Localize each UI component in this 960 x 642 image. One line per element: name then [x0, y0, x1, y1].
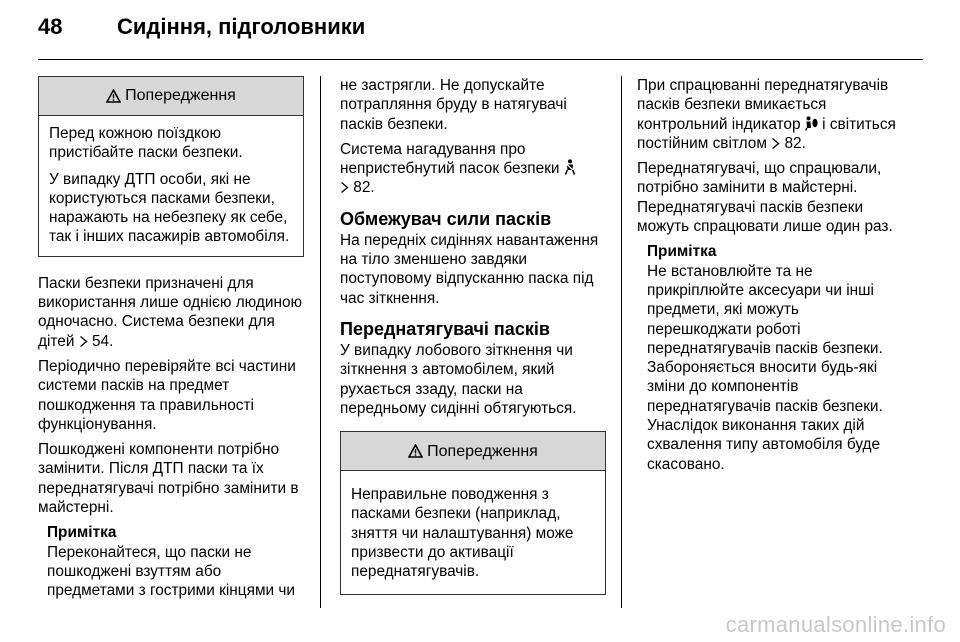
page-title: Сидіння, підголовники: [117, 14, 366, 39]
middle-column: [340, 76, 606, 595]
left-column: [38, 76, 304, 607]
warning-header: [39, 77, 303, 116]
paragraph: Періодично перевіряйте всі частини системи пасків на предмет пошкодження та правильності функціонування.: [38, 357, 296, 433]
page-reference: 54.: [92, 332, 114, 350]
page-reference-arrow-icon: [79, 335, 88, 348]
warning-title: Попередження: [427, 442, 538, 460]
warning-text: Неправильне поводження з пасками безпеки (наприклад, зняття чи налаштування) може призвести до активації переднатягувачів.: [351, 486, 574, 581]
warning-body: [39, 116, 303, 256]
page-number: 48: [38, 14, 63, 39]
header-rule: [38, 59, 923, 60]
section-heading: Обмежувач сили пасків: [340, 208, 552, 229]
section-heading: Переднатягувачі пасків: [340, 318, 550, 339]
page-reference: 82.: [353, 179, 375, 197]
warning-text: Перед кожною поїздкою пристібайте паски безпеки.: [49, 125, 243, 162]
paragraph: Переднатягувачі, що спрацювали, потрібно замінити в майстерні. Переднатягувачі пасків безпеки можуть спрацювати лише один раз.: [637, 160, 893, 236]
paragraph: [340, 140, 606, 198]
note-title: Примітка: [647, 243, 717, 261]
paragraph: [637, 76, 907, 153]
note-title: Примітка: [47, 524, 117, 542]
warning-triangle-icon: [106, 89, 121, 103]
paragraph-text: При спрацюванні переднатягувачів пасків безпеки вмикається контрольний індикатор: [637, 77, 889, 133]
watermark: carmanualsonline.info: [725, 612, 946, 637]
note-text: Не встановлюйте та не прикріплюйте аксесуари чи інші предмети, які можуть перешкоджати роботі переднатягувачів пасків безпеки. Забороняється вносити будь-які зміни до компонентів переднатягувачів пасків безпеки. Унаслідок виконання таких дій схвалення типу автомобіля буде скасовано.: [647, 262, 883, 473]
note: [38, 523, 304, 600]
page-reference: 82.: [784, 134, 806, 152]
seatbelt-reminder-icon: [564, 159, 576, 175]
warning-title: Попередження: [125, 87, 236, 105]
warning-header: [341, 432, 605, 471]
note: [637, 242, 907, 474]
page-header: [38, 14, 922, 48]
note-text: Переконайтеся, що паски не пошкоджені взуттям або предметами з гострими кінцями чи: [47, 543, 296, 600]
paragraph-text: і світиться постійним світлом: [637, 115, 896, 152]
paragraph-text: Система нагадування про непристебнутий пасок безпеки: [340, 140, 560, 178]
column-divider: [621, 76, 622, 608]
warning-triangle-icon: [408, 444, 423, 458]
warning-box: [38, 76, 304, 257]
paragraph: [38, 274, 304, 351]
page-reference-arrow-icon: [340, 181, 349, 194]
paragraph: Пошкоджені компоненти потрібно замінити. Після ДТП паски та їх переднатягувачі потрібно замінити в майстерні.: [38, 441, 299, 517]
warning-body: [341, 471, 605, 593]
paragraph: не застрягли. Не допускайте потрапляння бруду в натягувачі пасків безпеки.: [340, 77, 567, 133]
airbag-pretensioner-icon: [805, 116, 818, 131]
warning-text: У випадку ДТП особи, які не користуються пасками безпеки, наражають на небезпеку як себе, так і інших пасажирів автомобіля.: [49, 170, 290, 246]
page-reference-arrow-icon: [771, 137, 780, 150]
warning-box: [340, 431, 606, 594]
paragraph: У випадку лобового зіткнення чи зіткнення з автомобілем, який рухається ззаду, паски на передньому сидінні обтягуються.: [340, 341, 577, 417]
paragraph-text: Паски безпеки призначені для використання лише однією людиною одночасно. Система безпеки для дітей: [38, 274, 303, 350]
column-divider: [320, 76, 321, 608]
paragraph: На передніх сидіннях навантаження на тіло зменшено завдяки поступовому відпусканню паска під час зіткнення.: [340, 231, 599, 307]
right-column: [637, 76, 907, 480]
